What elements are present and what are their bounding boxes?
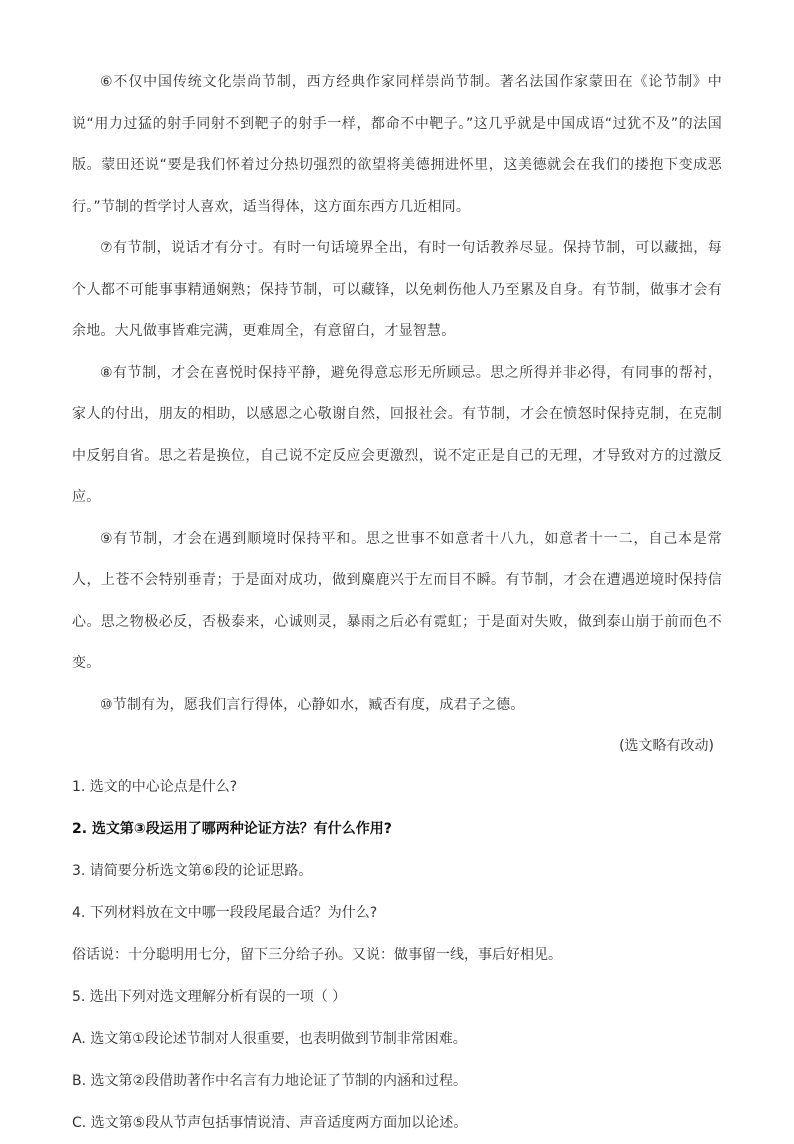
question-2: 2. 选文第③段运用了哪两种论证方法？有什么作用? xyxy=(72,821,392,837)
paragraph-10: ⑩节制有为，愿我们言行得体，心静如水，臧否有度，成君子之德。 xyxy=(100,696,525,713)
option-b: B. 选文第②段借助著作中名言有力地论证了节制的内涵和过程。 xyxy=(72,1073,468,1089)
source-note: (选文略有改动) xyxy=(619,738,714,754)
paragraph-6: ⑥不仅中国传统文化崇尚节制，西方经典作家同样崇尚节制。著名法国作家蒙田在《论节制》中说“用力过猛的射手同射不到靶子的射手一样，都命不中靶子。”这几乎就是中国成语“过犹不及”的法国版。蒙田还说“要是我们怀着过分热切强烈的欲望将美德拥进怀里，这美德就会在我们的搂抱下变成恶行。”节制的哲学讨人喜欢，适当得体，这方面东西方几近相同。 xyxy=(72,74,722,215)
paragraph-7: ⑦有节制，说话才有分寸。有时一句话境界全出，有时一句话教养尽显。保持节制，可以藏拙，每个人都不可能事事精通娴熟；保持节制，可以藏锋，以免刺伤他人乃至累及自身。有节制，做事才会有余地。大凡做事皆难完满，更难周全，有意留白，才显智慧。 xyxy=(72,240,722,339)
paragraph-8: ⑧有节制，才会在喜悦时保持平静，避免得意忘形无所顾忌。思之所得并非必得，有同事的帮衬，家人的付出，朋友的相助，以感恩之心敬谢自然，回报社会。有节制，才会在愤怒时保持克制，在克制中反躬自省。思之若是换位，自己说不定反应会更激烈，说不定正是自己的无理，才导致对方的过激反应。 xyxy=(72,364,722,505)
question-4: 4. 下列材料放在文中哪一段段尾最合适？为什么? xyxy=(72,905,378,921)
question-4-material: 俗话说：十分聪明用七分，留下三分给子孙。又说：做事留一线，事后好相见。 xyxy=(72,947,562,963)
question-5: 5. 选出下列对选文理解分析有误的一项（ ） xyxy=(72,989,347,1005)
document-page xyxy=(72,62,722,1144)
option-c: C. 选文第⑤段从节声包括事情说清、声音适度两方面加以论述。 xyxy=(72,1115,468,1131)
option-a: A. 选文第①段论述节制对人很重要，也表明做到节制非常困难。 xyxy=(72,1031,467,1047)
question-1: 1. 选文的中心论点是什么? xyxy=(72,779,238,795)
question-3: 3. 请简要分析选文第⑥段的论证思路。 xyxy=(72,863,313,879)
paragraph-9: ⑨有节制，才会在遇到顺境时保持平和。思之世事不如意者十八九，如意者十一二，自己本是常人，上苍不会特别垂青；于是面对成功，做到麋鹿兴于左而目不瞬。有节制，才会在遭遇逆境时保持信心。思之物极必反，否极泰来，心诚则灵，暴雨之后必有霓虹；于是面对失败，做到泰山崩于前而色不变。 xyxy=(72,530,722,671)
